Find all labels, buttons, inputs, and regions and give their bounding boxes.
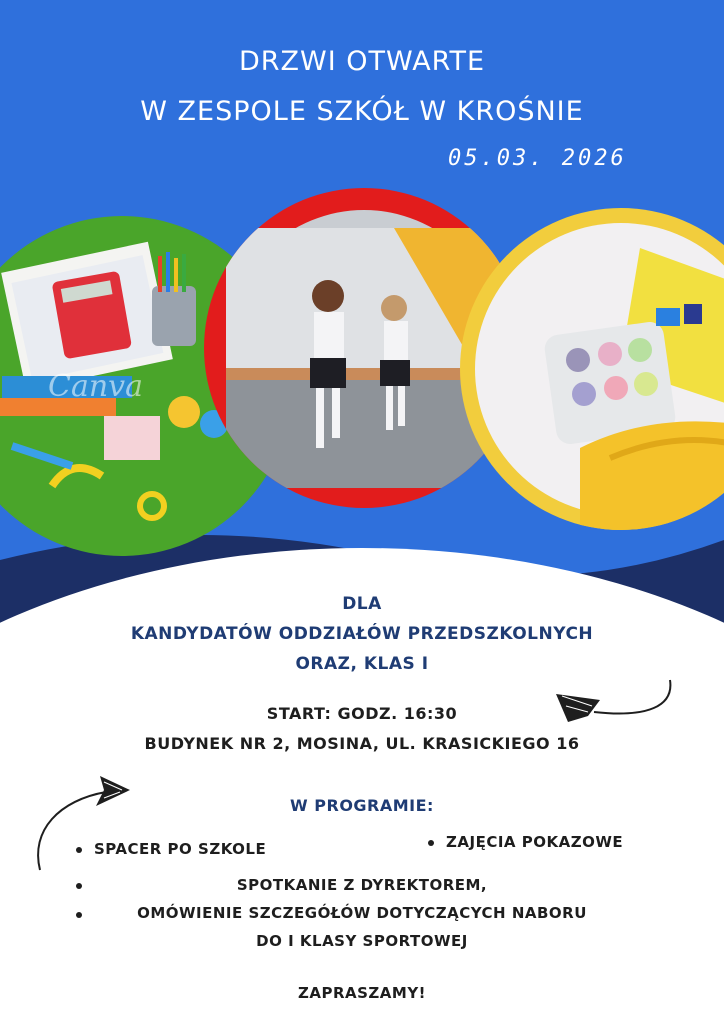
paints-backpack-photo <box>460 208 724 530</box>
audience-line-2: KANDYDATÓW ODDZIAŁÓW PRZEDSZKOLNYCH <box>130 624 594 644</box>
closing-invitation: ZAPRASZAMY! <box>297 984 427 1002</box>
canva-watermark: Canva <box>48 369 143 404</box>
title-line-1: DRZWI OTWARTE <box>238 46 486 77</box>
event-location: BUDYNEK NR 2, MOSINA, UL. KRASICKIEGO 16 <box>144 734 580 753</box>
program-heading: W PROGRAMIE: <box>290 796 434 815</box>
curved-arrow-icon <box>30 770 140 880</box>
program-item-demo-classes: ZAJĘCIA POKAZOWE <box>446 833 624 851</box>
program-item-walk: SPACER PO SZKOLE <box>94 840 267 858</box>
bullet-dot <box>428 840 434 846</box>
program-item-sports-class: DO I KLASY SPORTOWEJ <box>256 932 468 950</box>
event-date: 05.03. 2026 <box>448 146 627 171</box>
title-line-2: W ZESPOLE SZKÓŁ W KROŚNIE <box>140 96 584 127</box>
audience-line-1: DLA <box>342 594 382 614</box>
program-item-director-meeting: SPOTKANIE Z DYREKTOREM, <box>236 876 488 894</box>
start-time: START: GODZ. 16:30 <box>266 704 458 723</box>
audience-line-3: ORAZ, KLAS I <box>295 654 429 674</box>
curved-arrow-icon <box>548 676 688 736</box>
program-item-recruitment-details: OMÓWIENIE SZCZEGÓŁÓW DOTYCZĄCYCH NABORU <box>137 904 587 922</box>
